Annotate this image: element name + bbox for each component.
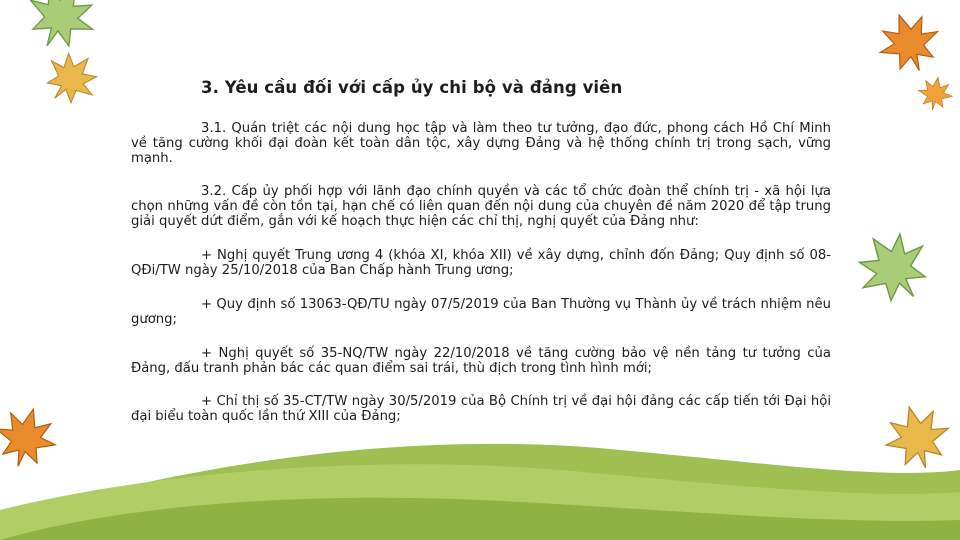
paragraph-3-1: 3.1. Quán triệt các nội dung học tập và làm theo tư tưởng, đạo đức, phong cách Hồ Chí Minh về tăng cường khối đại đoàn kết toàn dân tộc, xây dựng Đảng và hệ thống chính trị trong sạch, vững mạnh.	[131, 121, 831, 166]
maple-leaf-icon	[16, 0, 106, 60]
maple-leaf-icon	[870, 5, 947, 81]
maple-leaf-icon	[34, 41, 108, 115]
paragraph-3-2: 3.2. Cấp ủy phối hợp với lãnh đạo chính quyền và các tổ chức đoàn thể chính trị - xã hội lựa chọn những vấn đề còn tồn tại, hạn chế có liên quan đến nội dung của chuyên đề năm 2020 để tập trung giải quyết dứt điểm, gắn với kế hoạch thực hiện các chỉ thị, nghị quyết của Đảng như:	[131, 184, 831, 229]
maple-leaf-icon	[878, 399, 957, 476]
page-title: 3. Yêu cầu đối với cấp ủy chi bộ và đảng viên	[201, 78, 623, 97]
maple-leaf-icon	[916, 74, 955, 113]
maple-leaf-icon	[0, 401, 63, 474]
list-item: + Quy định số 13063-QĐ/TU ngày 07/5/2019 của Ban Thường vụ Thành ủy về trách nhiệm nêu gương;	[131, 297, 831, 327]
list-item: + Chỉ thị số 35-CT/TW ngày 30/5/2019 của Bộ Chính trị về đại hội đảng các cấp tiến tới Đại hội đại biểu toàn quốc lần thứ XIII của Đảng;	[131, 394, 831, 424]
list-item: + Nghị quyết số 35-NQ/TW ngày 22/10/2018 về tăng cường bảo vệ nền tảng tư tưởng của Đảng, đấu tranh phản bác các quan điểm sai trái, thù địch trong tình hình mới;	[131, 346, 831, 376]
maple-leaf-icon	[844, 218, 943, 317]
list-item: + Nghị quyết Trung ương 4 (khóa XI, khóa XII) về xây dựng, chỉnh đốn Đảng; Quy định số 08-QĐi/TW ngày 25/10/2018 của Ban Chấp hành Trung ương;	[131, 248, 831, 278]
